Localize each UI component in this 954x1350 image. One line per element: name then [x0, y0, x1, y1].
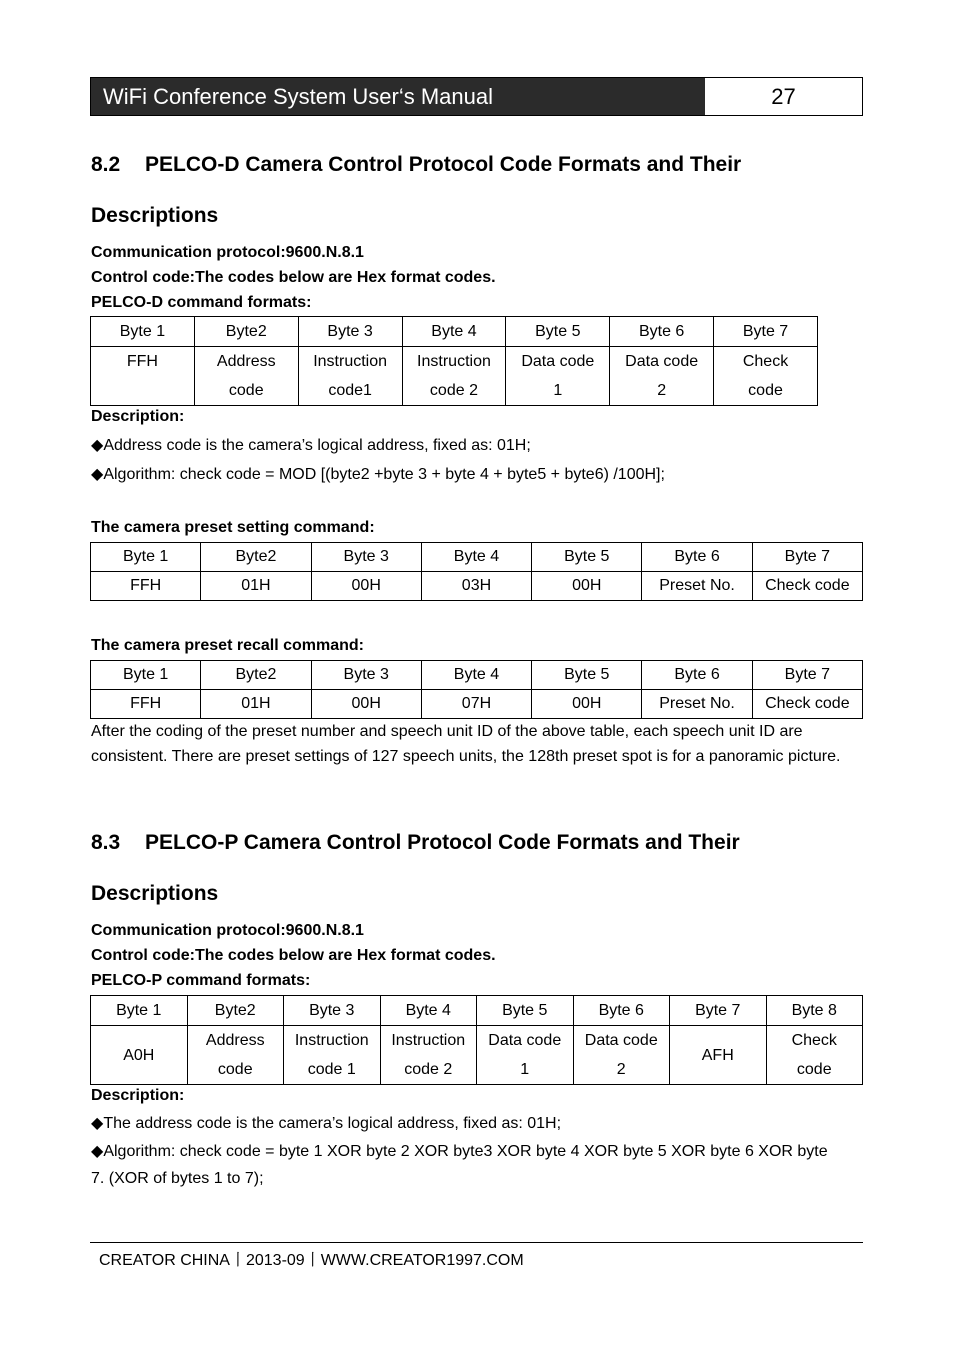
cell-line: code — [228, 382, 264, 399]
table-cell: 00H — [532, 690, 642, 719]
table-cell: Byte 5 — [532, 543, 642, 572]
table-cell: A0H — [91, 1026, 188, 1085]
cell-line: code 1 — [307, 1061, 356, 1078]
table-row — [91, 1026, 863, 1085]
table-cell: 01H — [201, 690, 311, 719]
table-cell: 07H — [421, 690, 531, 719]
pelco-p-formats-label: PELCO-P command formats: — [91, 972, 311, 989]
cell-line: 1 — [520, 1061, 530, 1078]
cell-line: 2 — [657, 382, 667, 399]
table-cell: Byte 6 — [642, 543, 752, 572]
description-label: Description: — [91, 1087, 185, 1104]
table-cell: Byte 4 — [402, 317, 506, 347]
table-cell — [506, 347, 610, 406]
bullet-text: Algorithm: check code = MOD [(byte2 +byte 3 + byte 4 + byte5 + byte6) /100H]; — [103, 466, 665, 483]
table-cell — [573, 1026, 670, 1085]
cell-line: Data code — [625, 353, 699, 370]
table-header-row — [91, 543, 863, 572]
table-cell: Byte 3 — [311, 661, 421, 690]
bullet-text: Algorithm: check code = byte 1 XOR byte 2 XOR byte3 XOR byte 4 XOR byte 5 XOR byte 6 XOR byte — [103, 1143, 828, 1160]
table-cell: Preset No. — [642, 690, 752, 719]
diamond-bullet-icon: ◆ — [91, 1115, 104, 1132]
table-cell — [91, 347, 195, 406]
table-cell: Byte 1 — [91, 543, 201, 572]
table-cell: Byte 1 — [91, 661, 201, 690]
cell-line: Data code — [488, 1032, 562, 1049]
table-cell: Byte 6 — [573, 996, 670, 1026]
table-cell: FFH — [91, 690, 201, 719]
bullet-address-code — [91, 436, 531, 456]
section-title: PELCO-D Camera Control Protocol Code Formats and Their — [145, 153, 742, 176]
table-cell — [714, 347, 818, 406]
cell-line: FFH — [126, 353, 158, 370]
table-cell: Byte 3 — [311, 543, 421, 572]
pelco-d-formats-label: PELCO-D command formats: — [91, 294, 312, 311]
table-cell: AFH — [670, 1026, 767, 1085]
section-8-2-heading — [91, 152, 741, 178]
table-cell — [402, 347, 506, 406]
table-cell: 01H — [201, 572, 311, 601]
comm-protocol: Communication protocol:9600.N.8.1 — [91, 922, 364, 939]
pelco-p-format-table — [90, 995, 863, 1085]
bullet-text: Address code is the camera’s logical address, fixed as: 01H; — [103, 437, 531, 454]
table-cell — [610, 347, 714, 406]
table-cell: Byte 7 — [714, 317, 818, 347]
table-cell: 00H — [311, 572, 421, 601]
bullet-text: The address code is the camera’s logical address, fixed as: 01H; — [103, 1115, 562, 1132]
table-cell: Byte 3 — [298, 317, 402, 347]
bullet-algorithm — [91, 1142, 828, 1162]
control-code: Control code:The codes below are Hex format codes. — [91, 947, 496, 964]
page-number: 27 — [705, 78, 862, 115]
cell-line: Instruction — [417, 353, 491, 370]
bullet-algorithm-cont: 7. (XOR of bytes 1 to 7); — [91, 1170, 264, 1187]
table-cell — [194, 347, 298, 406]
diamond-bullet-icon: ◆ — [91, 437, 104, 454]
table-cell: Byte 6 — [610, 317, 714, 347]
cell-line: code — [748, 382, 783, 399]
preset-recall-label: The camera preset recall command: — [91, 637, 365, 654]
table-cell: Byte 1 — [91, 317, 195, 347]
table-cell: Byte 4 — [421, 661, 531, 690]
preset-setting-table — [90, 542, 863, 601]
table-cell — [298, 347, 402, 406]
table-cell: Byte2 — [201, 543, 311, 572]
cell-line: code1 — [328, 382, 372, 399]
footer-divider — [90, 1242, 863, 1243]
preset-paragraph: After the coding of the preset number and speech unit ID of the above table, each speech unit ID are consistent. There are preset settings of 127 speech units, the 128th preset spot is for a panoramic picture. — [91, 723, 841, 765]
table-cell: Byte 4 — [380, 996, 477, 1026]
table-header-row — [91, 661, 863, 690]
cell-line: Check — [791, 1032, 837, 1049]
cell-line: Instruction — [313, 353, 388, 370]
table-row — [91, 572, 863, 601]
table-cell: Byte 1 — [91, 996, 188, 1026]
description-label: Description: — [91, 408, 185, 425]
cell-line: code — [796, 1061, 832, 1078]
table-cell: Check code — [752, 690, 862, 719]
table-row — [91, 347, 818, 406]
table-cell: Byte 7 — [752, 543, 862, 572]
section-8-3-heading-cont: Descriptions — [91, 882, 219, 905]
table-cell — [284, 1026, 381, 1085]
table-cell: 00H — [532, 572, 642, 601]
cell-line: Check — [742, 353, 789, 370]
section-number: 8.2 — [91, 153, 121, 176]
section-title: PELCO-P Camera Control Protocol Code Formats and Their — [145, 831, 740, 854]
section-number: 8.3 — [91, 831, 121, 854]
page-header — [90, 77, 863, 116]
table-header-row — [91, 996, 863, 1026]
table-cell: Byte2 — [187, 996, 284, 1026]
table-cell: Byte 6 — [642, 661, 752, 690]
table-cell: FFH — [91, 572, 201, 601]
bullet-algorithm — [91, 465, 665, 485]
diamond-bullet-icon: ◆ — [91, 466, 104, 483]
table-cell: Preset No. — [642, 572, 752, 601]
cell-line: code 2 — [429, 382, 478, 399]
page-footer: CREATOR CHINA丨2013-09丨WWW.CREATOR1997.COM — [99, 1252, 524, 1269]
section-8-2-heading-cont: Descriptions — [91, 204, 219, 227]
pelco-d-format-table — [90, 316, 818, 406]
table-cell: 03H — [421, 572, 531, 601]
table-cell — [477, 1026, 574, 1085]
table-cell — [380, 1026, 477, 1085]
table-row — [91, 690, 863, 719]
cell-line: 2 — [616, 1061, 626, 1078]
table-cell: Byte2 — [201, 661, 311, 690]
table-cell: Check code — [752, 572, 862, 601]
section-8-3-heading — [91, 830, 740, 856]
table-cell: Byte 5 — [506, 317, 610, 347]
cell-line: Instruction — [391, 1032, 466, 1049]
comm-protocol: Communication protocol:9600.N.8.1 — [91, 244, 364, 261]
table-cell: Byte 3 — [284, 996, 381, 1026]
cell-line: 1 — [553, 382, 563, 399]
cell-line: Address — [216, 353, 276, 370]
table-cell: Byte 7 — [752, 661, 862, 690]
table-cell: Byte 4 — [421, 543, 531, 572]
control-code: Control code:The codes below are Hex format codes. — [91, 269, 496, 286]
cell-line: Data code — [584, 1032, 658, 1049]
preset-setting-label: The camera preset setting command: — [91, 519, 375, 536]
cell-line: Instruction — [294, 1032, 369, 1049]
preset-recall-table — [90, 660, 863, 719]
cell-line: code 2 — [404, 1061, 453, 1078]
table-cell: Byte2 — [194, 317, 298, 347]
cell-line: code — [217, 1061, 253, 1078]
table-cell: Byte 5 — [532, 661, 642, 690]
table-cell: 00H — [311, 690, 421, 719]
cell-line: Address — [205, 1032, 265, 1049]
cell-line: Data code — [521, 353, 595, 370]
manual-title: WiFi Conference System User‘s Manual — [91, 78, 705, 115]
table-header-row — [91, 317, 818, 347]
table-cell: Byte 5 — [477, 996, 574, 1026]
table-cell — [766, 1026, 863, 1085]
table-cell — [187, 1026, 284, 1085]
diamond-bullet-icon: ◆ — [91, 1143, 104, 1160]
table-cell: Byte 8 — [766, 996, 863, 1026]
table-cell: Byte 7 — [670, 996, 767, 1026]
bullet-address-code — [91, 1114, 561, 1134]
